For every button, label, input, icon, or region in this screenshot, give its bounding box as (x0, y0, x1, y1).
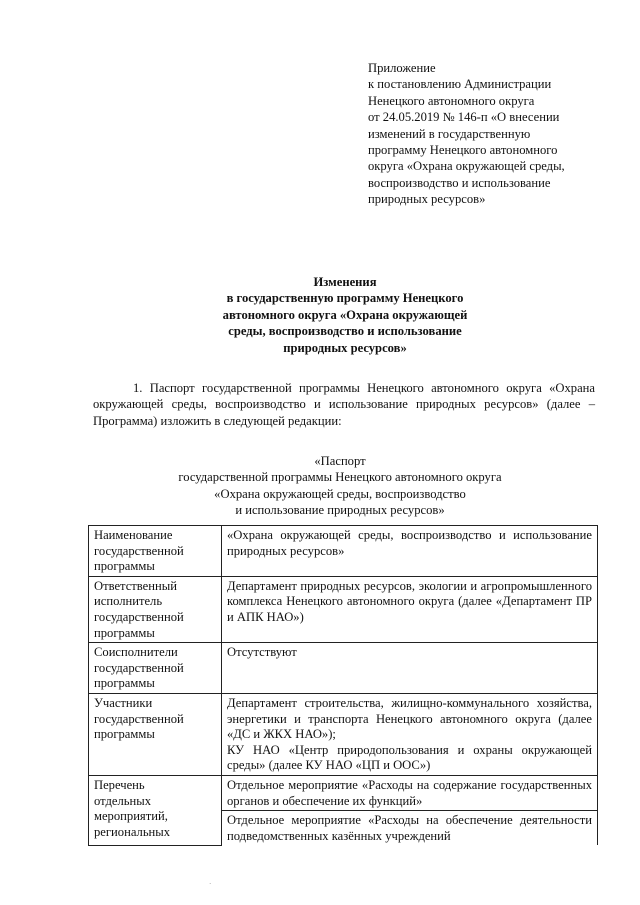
title-line: среды, воспроизводство и использование (228, 324, 462, 339)
appendix-line: программу Ненецкого автономного (368, 143, 558, 158)
table-row (89, 576, 598, 642)
appendix-line: к постановлению Администрации (368, 77, 552, 92)
appendix-header (368, 60, 618, 208)
label-line: региональных (94, 824, 171, 839)
label-line: государственной (94, 543, 184, 558)
row-value: Отсутствуют (222, 643, 598, 694)
label-line: государственной (94, 609, 184, 624)
passport-title-line: государственной программы Ненецкого автономного округа (178, 470, 502, 485)
table-row (89, 775, 598, 810)
title-line: в государственную программу Ненецкого (226, 291, 464, 306)
label-line: мероприятий, (94, 809, 168, 824)
footer-mark: · (209, 880, 212, 888)
appendix-line: воспроизводство и использование (368, 175, 551, 190)
label-line: Наименование (94, 528, 173, 542)
label-line: государственной (94, 711, 184, 726)
row-label (89, 576, 222, 642)
row-label (89, 693, 222, 775)
passport-title (130, 453, 550, 519)
table-row (89, 693, 598, 775)
title-line: Изменения (313, 275, 377, 289)
row-value: Отдельное мероприятие «Расходы на обеспечение деятельности подведомственных казённых учреждений (222, 811, 598, 846)
label-line: государственной (94, 660, 184, 675)
title-line: природных ресурсов» (283, 340, 407, 355)
label-line: исполнитель (94, 594, 163, 609)
row-label (89, 643, 222, 694)
label-line: Ответственный (94, 578, 177, 593)
passport-title-line: и использование природных ресурсов» (235, 503, 445, 518)
appendix-line: от 24.05.2019 № 146-п «О внесении (368, 110, 560, 125)
label-line: программы (94, 727, 155, 742)
row-value: Отдельное мероприятие «Расходы на содержание государственных органов и обеспечение их функций» (222, 775, 598, 810)
intro-paragraph: 1. Паспорт государственной программы Ненецкого автономного округа «Охрана окружающей среды, воспроизводство и использование природных ресурсов» (далее – Программа) изложить в следующей редакции: (93, 381, 595, 428)
label-line: Участники (94, 695, 153, 710)
appendix-line: Ненецкого автономного округа (368, 93, 535, 108)
title-line: автономного округа «Охрана окружающей (222, 307, 468, 322)
label-line: Перечень (94, 777, 145, 792)
label-line: Соисполнители (94, 645, 178, 660)
passport-title-line: «Охрана окружающей среды, воспроизводство (214, 486, 466, 501)
value-paragraph: Департамент строительства, жилищно-коммунального хозяйства, энергетики и транспорта Ненецкого автономного округа (далее «ДС и ЖКХ НАО»); (227, 695, 592, 742)
appendix-line: природных ресурсов» (368, 192, 486, 207)
appendix-line: изменений в государственную (368, 126, 531, 141)
table-row (89, 643, 598, 694)
value-paragraph: КУ НАО «Центр природопользования и охраны окружающей среды» (далее КУ НАО «ЦП и ООС») (227, 742, 592, 773)
row-value: «Охрана окружающей среды, воспроизводство и использование природных ресурсов» (222, 526, 598, 577)
row-label (89, 775, 222, 845)
table-row (89, 526, 598, 577)
row-label (89, 526, 222, 577)
label-line: программы (94, 625, 155, 640)
appendix-line: округа «Охрана окружающей среды, (368, 159, 565, 174)
passport-title-line: «Паспорт (314, 454, 366, 468)
label-line: программы (94, 559, 155, 574)
row-value: Департамент природных ресурсов, экологии и агропромышленного комплекса Ненецкого автономного округа (далее «Департамент ПР и АПК НАО») (222, 576, 598, 642)
passport-table (88, 525, 598, 846)
row-value (222, 693, 598, 775)
appendix-line: Приложение (368, 61, 436, 75)
label-line: программы (94, 676, 155, 691)
label-line: отдельных (94, 793, 151, 808)
document-title (150, 274, 540, 356)
